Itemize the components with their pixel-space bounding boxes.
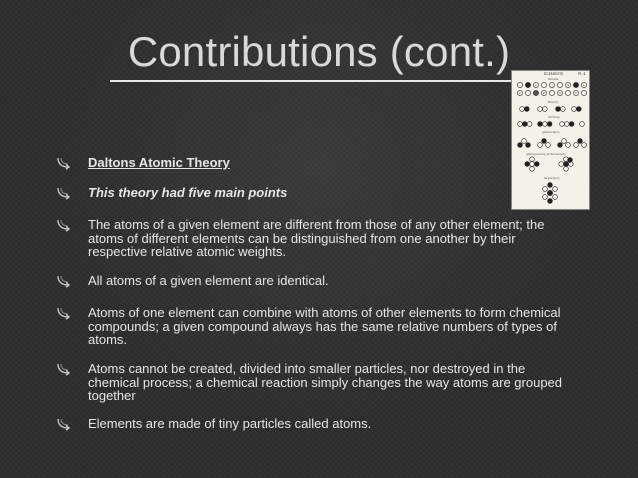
curved-arrow-bullet-icon — [56, 186, 72, 200]
figure-caption-binary: Binary — [548, 100, 559, 104]
figure-caption-quaternary: Quaternary — [542, 130, 560, 134]
curved-arrow-bullet-icon — [56, 306, 72, 320]
curved-arrow-bullet-icon — [56, 274, 72, 288]
bullet-text: Daltons Atomic Theory — [88, 155, 230, 170]
bullet-text: The atoms of a given element are different from those of any other element; the atoms of different elements can be distinguished from one another by their respective relative atomic weights. — [88, 217, 545, 259]
bullet-five-main-points — [56, 186, 576, 200]
curved-arrow-bullet-icon — [56, 417, 72, 431]
slide-title: Contributions (cont.) — [127, 28, 511, 75]
svg-text:P: P — [575, 92, 577, 95]
curved-arrow-bullet-icon — [56, 156, 72, 170]
figure-caption-quinquenary: Quinquenary & Sextenary — [526, 152, 566, 156]
figure-caption-simple: Simple — [548, 77, 559, 81]
svg-text:G: G — [559, 92, 561, 95]
svg-text:|: | — [551, 84, 553, 87]
bullet-text: Elements are made of tiny particles called atoms. — [88, 416, 372, 431]
bullet-atoms-combine — [56, 306, 576, 347]
svg-text:+: + — [534, 84, 538, 87]
figure-plate-number: Pl. 4 — [578, 72, 586, 76]
figure-caption-septenary: Septenary — [544, 176, 560, 180]
bullet-atoms-identical — [56, 274, 576, 288]
bullet-daltons-atomic-theory — [56, 156, 576, 170]
svg-text:L: L — [583, 84, 585, 87]
bullet-text: This theory had five main points — [88, 185, 288, 200]
curved-arrow-bullet-icon — [56, 218, 72, 232]
figure-caption-ternary: Ternary — [548, 115, 560, 119]
svg-text:S: S — [567, 84, 569, 87]
bullet-text: Atoms of one element can combine with atoms of other elements to form chemical compounds; a given compound always has the same relative numbers of types of atoms. — [88, 305, 561, 347]
title-underline — [110, 80, 528, 82]
svg-text:C: C — [519, 92, 521, 95]
bullet-atoms-different — [56, 218, 576, 259]
bullet-elements-tiny-particles — [56, 417, 576, 431]
curved-arrow-bullet-icon — [56, 362, 72, 376]
bullet-atoms-not-created — [56, 362, 576, 403]
bullet-text: All atoms of a given element are identical. — [88, 273, 329, 288]
bullet-text: Atoms cannot be created, divided into smaller particles, nor destroyed in the chemical process; a chemical reaction simply changes the way atoms are grouped together — [88, 361, 563, 403]
svg-text:Z: Z — [543, 92, 545, 95]
figure-caption-elements: ELEMENTS — [544, 72, 564, 76]
